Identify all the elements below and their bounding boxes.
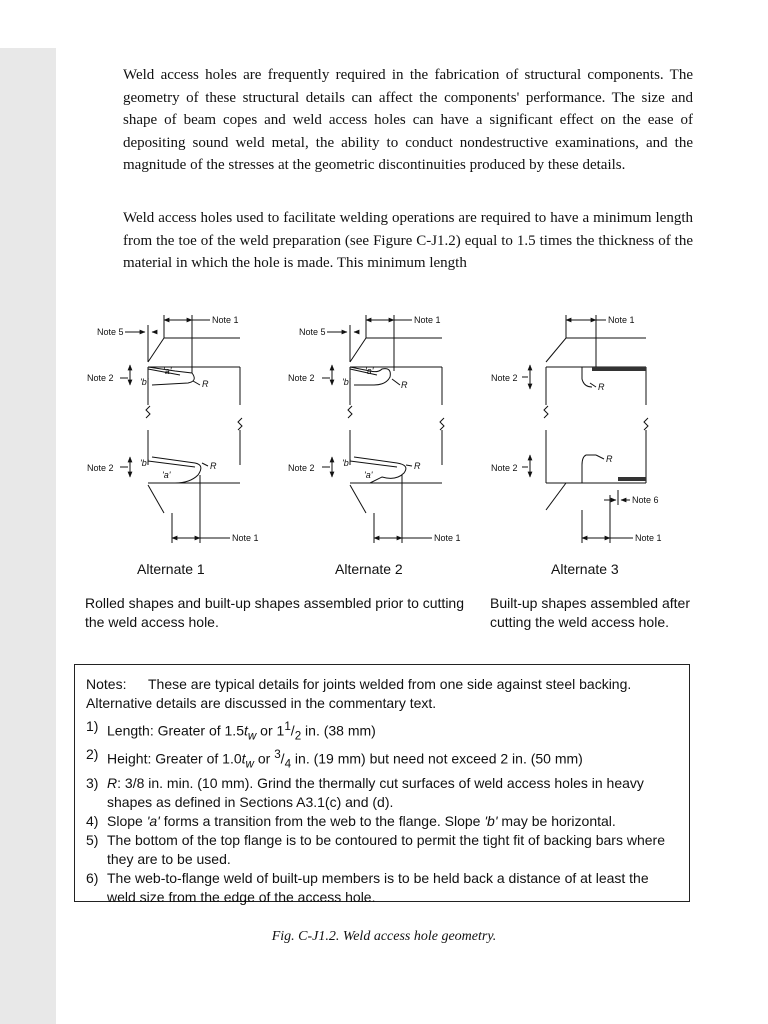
figure-caption: Fig. C-J1.2. Weld access hole geometry.: [271, 929, 497, 944]
caption-built-up-shapes: Built-up shapes assembled after cutting the weld access hole.: [490, 595, 690, 630]
note1-label: Note 1: [232, 533, 259, 543]
note2-label: Note 2: [87, 463, 114, 473]
radius-label: R: [414, 461, 421, 471]
note2-label: Note 2: [491, 373, 518, 383]
note2-label: Note 2: [491, 463, 518, 473]
note1-label: Note 1: [608, 315, 635, 325]
alternate-3-label: Alternate 3: [551, 561, 619, 577]
radius-label: R: [598, 382, 605, 392]
note1-label: Note 1: [434, 533, 461, 543]
slope-a-label: 'a': [364, 470, 373, 480]
note-item-5: 5) The bottom of the top flange is to be contoured to permit the tight fit of backing bars where they are to be used.: [86, 831, 665, 867]
note1-label: Note 1: [212, 315, 239, 325]
notes-box: [74, 664, 690, 905]
slope-a-label: 'a': [365, 366, 374, 376]
slope-a-label: 'a': [162, 470, 171, 480]
caption-rolled-shapes: Rolled shapes and built-up shapes assembled prior to cutting the weld access hole.: [85, 595, 465, 630]
intro-paragraph: Weld access holes are frequently required in the fabrication of structural components. The geometry of these structural details can affect the components' performance. The size and shape of beam copes and weld access holes can have a significant effect on the ease of depositing sound weld metal, the ability to conduct nondestructive examinations, and the magnitude of the stresses at the geometric discontinuities produced by these details.: [123, 67, 693, 173]
note2-label: Note 2: [288, 373, 315, 383]
note-item-6: 6) The web-to-flange weld of built-up members is to be held back a distance of at least the weld size from the edge of the access hole.: [86, 869, 649, 905]
slope-b-label: 'b': [140, 377, 149, 387]
note1-label: Note 1: [414, 315, 441, 325]
radius-label: R: [202, 379, 209, 389]
radius-label: R: [606, 454, 613, 464]
note5-label: Note 5: [97, 327, 124, 337]
note6-label: Note 6: [632, 495, 659, 505]
alternate-2-drawing: [322, 315, 444, 543]
note-item-4: 4) Slope 'a' forms a transition from the web to the flange. Slope 'b' may be horizontal.: [86, 812, 616, 829]
notes-label: Notes:: [86, 676, 127, 692]
note1-label: Note 1: [635, 533, 662, 543]
note5-label: Note 5: [299, 327, 326, 337]
slope-a-label: 'a': [163, 366, 172, 376]
radius-label: R: [401, 380, 408, 390]
note-item-3: 3) R: 3/8 in. min. (10 mm). Grind the thermally cut surfaces of weld access holes in heavy shapes as defined in Sections A3.1(c) and (d).: [86, 774, 644, 810]
alternate-1-label: Alternate 1: [137, 561, 205, 577]
note2-label: Note 2: [87, 373, 114, 383]
alternate-3-drawing: [522, 315, 648, 543]
weld-detail-drawings: [80, 305, 700, 555]
radius-label: R: [210, 461, 217, 471]
weld-access-hole-figure: [80, 305, 700, 555]
slope-b-label: 'b': [140, 458, 149, 468]
note-item-2: 2) Height: Greater of $1.0t_w$ or $^3/_4$ in. (19 mm) but need not exceed 2 in. (50 mm): [86, 746, 583, 771]
second-paragraph: Weld access holes used to facilitate welding operations are required to have a minimum length from the toe of the weld preparation (see Figure C-J1.2) equal to 1.5 times the thickness of the material in which the hole is made. This minimum length: [123, 210, 693, 271]
alternate-1-drawing: [120, 315, 242, 543]
notes-heading: [86, 675, 679, 713]
slope-b-label: 'b': [342, 458, 351, 468]
note2-label: Note 2: [288, 463, 315, 473]
alternate-2-label: Alternate 2: [335, 561, 403, 577]
note-item-1: 1) Length: Greater of $1.5t_w$ or $1^1/_2$ in. (38 mm): [86, 718, 376, 743]
notes-intro: These are typical details for joints welded from one side against steel backing. Alternative details are discussed in the commentary text.: [86, 676, 632, 711]
left-gutter: [0, 48, 56, 1024]
slope-b-label: 'b': [342, 377, 351, 387]
